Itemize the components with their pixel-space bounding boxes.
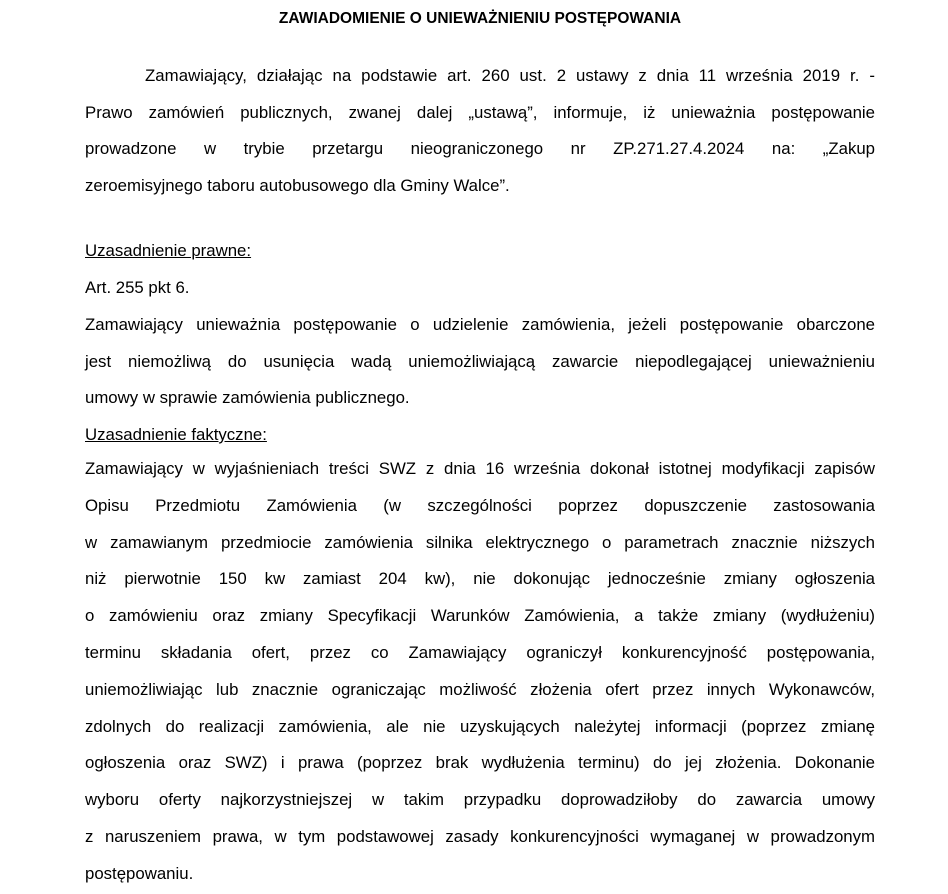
factual-basis-line: w zamawianym przedmiocie zamówienia silnika elektrycznego o parametrach znacznie niższych [85,532,875,552]
intro-paragraph [85,58,875,204]
intro-line: zeroemisyjnego taboru autobusowego dla Gminy Walce”. [85,175,510,195]
factual-basis-line: zdolnych do realizacji zamówienia, ale nie uzyskujących należytej informacji (poprzez zmianę [85,716,875,736]
factual-basis-line: Zamawiający w wyjaśnieniach treści SWZ z dnia 16 września dokonał istotnej modyfikacji zapisów [85,459,875,478]
factual-basis-paragraph [85,451,875,893]
legal-basis-line: umowy w sprawie zamówienia publicznego. [85,388,410,407]
intro-line: Zamawiający, działając na podstawie art. 260 ust. 2 ustawy z dnia 11 września 2019 r. - [145,66,875,85]
intro-line: prowadzone w trybie przetargu nieograniczonego nr ZP.271.27.4.2024 na: „Zakup [85,139,875,158]
document-title: ZAWIADOMIENIE O UNIEWAŻNIENIU POSTĘPOWANIA [278,10,682,27]
intro-line: Prawo zamówień publicznych, zwanej dalej „ustawą”, informuje, iż unieważnia postępowanie [85,102,875,122]
factual-basis-line: terminu składania ofert, przez co Zamawiający ograniczył konkurencyjność postępowania, [85,642,875,662]
factual-basis-heading: Uzasadnienie faktyczne: [85,425,267,444]
legal-basis-paragraph [85,307,875,417]
legal-basis-line: jest niemożliwą do usunięcia wadą uniemożliwiającą zawarcie niepodlegającej unieważnieniu [85,351,875,371]
factual-basis-line: niż pierwotnie 150 kw zamiast 204 kw), nie dokonując jednocześnie zmiany ogłoszenia [85,569,875,589]
factual-basis-line: o zamówieniu oraz zmiany Specyfikacji Warunków Zamówienia, a także zmiany (wydłużeniu) [85,606,875,626]
legal-basis-article: Art. 255 pkt 6. [85,278,190,297]
legal-basis-heading: Uzasadnienie prawne: [85,241,252,260]
factual-basis-line: Opisu Przedmiotu Zamówienia (w szczególności poprzez dopuszczenie zastosowania [85,495,875,515]
legal-basis-line: Zamawiający unieważnia postępowanie o udzielenie zamówienia, jeżeli postępowanie obarczone [85,315,875,334]
factual-basis-line: ogłoszenia oraz SWZ) i prawa (poprzez brak wydłużenia terminu) do jej złożenia. Dokonanie [85,753,875,773]
factual-basis-line: z naruszeniem prawa, w tym podstawowej zasady konkurencyjności wymaganej w prowadzonym [85,826,875,846]
factual-basis-line: postępowaniu. [85,863,194,883]
factual-basis-line: uniemożliwiając lub znacznie ograniczając możliwość złożenia ofert przez innych Wykonawców, [85,679,875,699]
factual-basis-line: wyboru oferty najkorzystniejszej w takim przypadku doprowadziłoby do zawarcia umowy [85,790,875,810]
